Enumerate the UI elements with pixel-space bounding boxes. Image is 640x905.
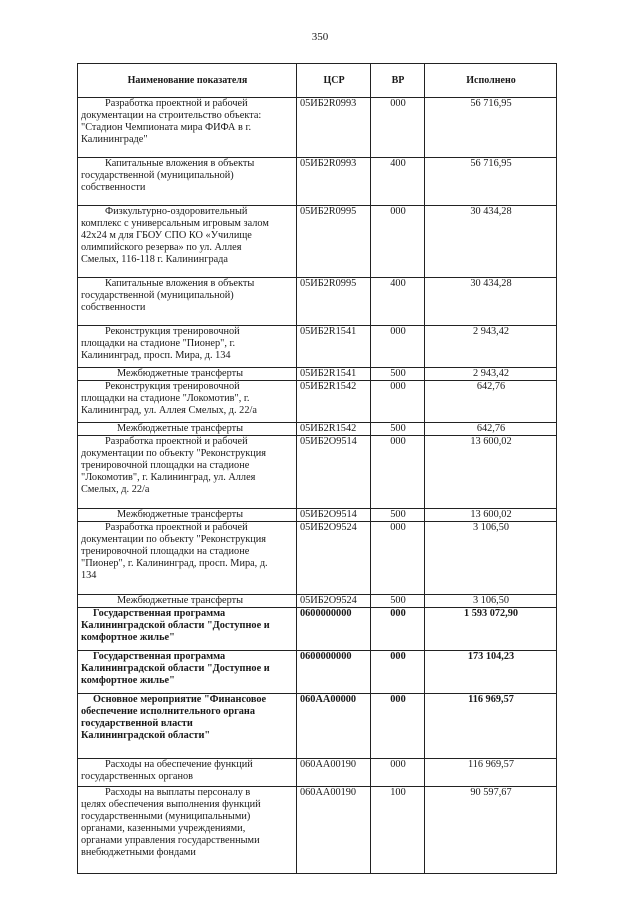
header-indicator-name: Наименование показателя	[78, 64, 297, 98]
vr-cell: 000	[371, 694, 425, 759]
vr-cell: 400	[371, 158, 425, 206]
table-row	[78, 326, 557, 368]
header-csr: ЦСР	[297, 64, 371, 98]
table-row	[78, 651, 557, 694]
indicator-name-cell: Расходы на обеспечение функций государственных органов	[78, 759, 297, 787]
executed-amount-cell: 116 969,57	[425, 694, 557, 759]
executed-amount-cell: 642,76	[425, 381, 557, 423]
executed-amount-cell: 2 943,42	[425, 368, 557, 381]
indicator-name-cell: Разработка проектной и рабочей документации по объекту "Реконструкция тренировочной площадки на стадионе "Локомотив", г. Калининград, ул. Аллея Смелых, д. 22/а	[78, 436, 297, 509]
table-row	[78, 522, 557, 595]
table-row	[78, 509, 557, 522]
vr-cell: 000	[371, 206, 425, 278]
executed-amount-cell: 642,76	[425, 423, 557, 436]
indicator-name-cell: Государственная программа Калининградской области "Доступное и комфортное жилье"	[78, 651, 297, 694]
csr-cell: 05ИБ2R1542	[297, 381, 371, 423]
indicator-name-cell: Капитальные вложения в объекты государственной (муниципальной) собственности	[78, 158, 297, 206]
executed-amount-cell: 56 716,95	[425, 158, 557, 206]
indicator-name-cell: Разработка проектной и рабочей документации на строительство объекта: "Стадион Чемпионата мира ФИФА в г. Калининграде"	[78, 98, 297, 158]
table-row	[78, 694, 557, 759]
header-vr: ВР	[371, 64, 425, 98]
table-row	[78, 423, 557, 436]
executed-amount-cell: 30 434,28	[425, 278, 557, 326]
table-header-row	[78, 64, 557, 98]
table-row	[78, 98, 557, 158]
table-row	[78, 278, 557, 326]
vr-cell: 500	[371, 509, 425, 522]
csr-cell: 05ИБ2R0993	[297, 158, 371, 206]
indicator-name-cell: Межбюджетные трансферты	[78, 509, 297, 522]
indicator-name-cell: Межбюджетные трансферты	[78, 595, 297, 608]
table-row	[78, 381, 557, 423]
executed-amount-cell: 116 969,57	[425, 759, 557, 787]
vr-cell: 000	[371, 381, 425, 423]
header-executed: Исполнено	[425, 64, 557, 98]
executed-amount-cell: 90 597,67	[425, 787, 557, 874]
csr-cell: 05ИБ2О9524	[297, 522, 371, 595]
indicator-name-cell: Расходы на выплаты персоналу в целях обеспечения выполнения функций государственными (муниципальными) органами, казенными учреждениями, органами управления государственными внебюджетными фондами	[78, 787, 297, 874]
vr-cell: 500	[371, 423, 425, 436]
table-row	[78, 595, 557, 608]
csr-cell: 060АА00190	[297, 759, 371, 787]
page-number: 350	[311, 31, 329, 43]
indicator-name-cell: Физкультурно-оздоровительный комплекс с универсальным игровым залом 42х24 м для ГБОУ СПО КО «Училище олимпийского резерва» по ул. Аллея Смелых, 116-118 г. Калининграда	[78, 206, 297, 278]
vr-cell: 000	[371, 522, 425, 595]
executed-amount-cell: 56 716,95	[425, 98, 557, 158]
csr-cell: 05ИБ2О9514	[297, 509, 371, 522]
executed-amount-cell: 3 106,50	[425, 595, 557, 608]
indicator-name-cell: Реконструкция тренировочной площадки на стадионе "Локомотив", г. Калининград, ул. Аллея Смелых, д. 22/а	[78, 381, 297, 423]
csr-cell: 05ИБ2R0995	[297, 206, 371, 278]
executed-amount-cell: 30 434,28	[425, 206, 557, 278]
csr-cell: 05ИБ2О9524	[297, 595, 371, 608]
executed-amount-cell: 173 104,23	[425, 651, 557, 694]
vr-cell: 100	[371, 787, 425, 874]
csr-cell: 05ИБ2R1542	[297, 423, 371, 436]
vr-cell: 500	[371, 595, 425, 608]
csr-cell: 0600000000	[297, 608, 371, 651]
vr-cell: 000	[371, 608, 425, 651]
indicator-name-cell: Межбюджетные трансферты	[78, 423, 297, 436]
vr-cell: 000	[371, 759, 425, 787]
table-row	[78, 787, 557, 874]
table-body	[78, 98, 557, 874]
executed-amount-cell: 13 600,02	[425, 509, 557, 522]
vr-cell: 500	[371, 368, 425, 381]
indicator-name-cell: Основное мероприятие "Финансовое обеспечение исполнительного органа государственной власти Калининградской области"	[78, 694, 297, 759]
csr-cell: 060АА00190	[297, 787, 371, 874]
table-row	[78, 206, 557, 278]
csr-cell: 05ИБ2R1541	[297, 368, 371, 381]
vr-cell: 000	[371, 326, 425, 368]
table-row	[78, 368, 557, 381]
vr-cell: 000	[371, 651, 425, 694]
csr-cell: 05ИБ2R0993	[297, 98, 371, 158]
csr-cell: 05ИБ2R1541	[297, 326, 371, 368]
budget-table	[77, 63, 557, 874]
csr-cell: 0600000000	[297, 651, 371, 694]
vr-cell: 000	[371, 436, 425, 509]
indicator-name-cell: Государственная программа Калининградской области "Доступное и комфортное жилье"	[78, 608, 297, 651]
indicator-name-cell: Межбюджетные трансферты	[78, 368, 297, 381]
executed-amount-cell: 1 593 072,90	[425, 608, 557, 651]
executed-amount-cell: 3 106,50	[425, 522, 557, 595]
table-row	[78, 158, 557, 206]
csr-cell: 060АА00000	[297, 694, 371, 759]
indicator-name-cell: Капитальные вложения в объекты государственной (муниципальной) собственности	[78, 278, 297, 326]
executed-amount-cell: 13 600,02	[425, 436, 557, 509]
vr-cell: 400	[371, 278, 425, 326]
table-row	[78, 436, 557, 509]
csr-cell: 05ИБ2О9514	[297, 436, 371, 509]
vr-cell: 000	[371, 98, 425, 158]
executed-amount-cell: 2 943,42	[425, 326, 557, 368]
indicator-name-cell: Реконструкция тренировочной площадки на стадионе "Пионер", г. Калининград, просп. Мира, д. 134	[78, 326, 297, 368]
indicator-name-cell: Разработка проектной и рабочей документации по объекту "Реконструкция тренировочной площадки на стадионе "Пионер", г. Калининград, просп. Мира, д. 134	[78, 522, 297, 595]
table-row	[78, 608, 557, 651]
csr-cell: 05ИБ2R0995	[297, 278, 371, 326]
table-row	[78, 759, 557, 787]
